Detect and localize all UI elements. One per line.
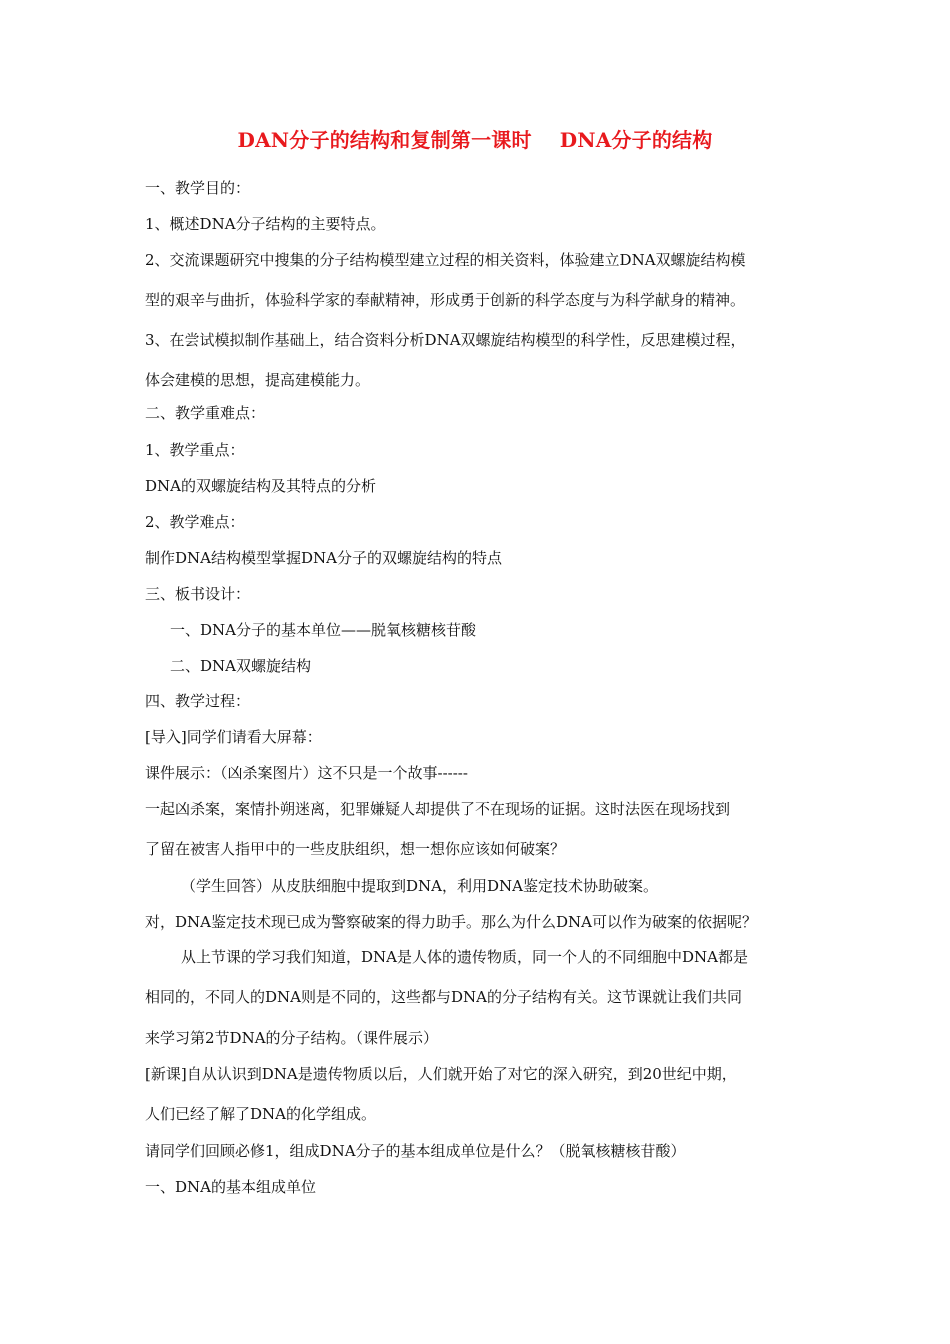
title-part-2: DNA分子的结构: [559, 128, 713, 152]
objective-2-line-2: 型的艰辛与曲折，体验科学家的奉献精神，形成勇于创新的科学态度与为科学献身的精神。: [145, 291, 746, 309]
section-heading-key-points: 二、教学重难点：: [145, 404, 266, 422]
intro-line: [导入]同学们请看大屏幕：: [145, 728, 322, 746]
story-line-1: 一起凶杀案，案情扑朔迷离，犯罪嫌疑人却提供了不在现场的证据。这时法医在现场找到: [145, 800, 731, 818]
teacher-question: 对，DNA鉴定技术现已成为警察破案的得力助手。那么为什么DNA可以作为破案的依据呢？: [145, 913, 757, 931]
difficult-point-text: 制作DNA结构模型掌握DNA分子的双螺旋结构的特点: [145, 549, 502, 567]
document-title: [0, 124, 950, 153]
question-line: 请同学们回顾必修1，组成DNA分子的基本组成单位是什么？（脱氧核糖核苷酸）: [145, 1142, 686, 1160]
new-lesson-line-1: [新课]自从认识到DNA是遗传物质以后，人们就开始了对它的深入研究，到20世纪中期，: [145, 1065, 737, 1083]
section-heading-process: 四、教学过程：: [145, 692, 251, 710]
objective-3-line-1: 3、在尝试模拟制作基础上，结合资料分析DNA双螺旋结构模型的科学性，反思建模过程，: [145, 331, 746, 349]
key-point-text: DNA的双螺旋结构及其特点的分析: [145, 477, 376, 495]
section-heading-board-design: 三、板书设计：: [145, 585, 251, 603]
new-lesson-line-2: 人们已经了解了DNA的化学组成。: [145, 1105, 376, 1123]
section-heading-objectives: 一、教学目的：: [145, 179, 251, 197]
review-line-1: 从上节课的学习我们知道，DNA是人体的遗传物质，同一个人的不同细胞中DNA都是: [181, 948, 748, 966]
objective-1: 1、概述DNA分子结构的主要特点。: [145, 215, 386, 233]
objective-2-line-1: 2、交流课题研究中搜集的分子结构模型建立过程的相关资料，体验建立DNA双螺旋结构模: [145, 251, 746, 269]
board-item-1: 一、DNA分子的基本单位——脱氧核糖核苷酸: [170, 621, 476, 639]
review-line-2: 相同的，不同人的DNA则是不同的，这些都与DNA的分子结构有关。这节课就让我们共同: [145, 988, 742, 1006]
courseware-line: 课件展示：（凶杀案图片）这不只是一个故事------: [145, 764, 468, 782]
board-item-2: 二、DNA双螺旋结构: [170, 657, 311, 675]
key-point-heading: 1、教学重点：: [145, 441, 245, 459]
difficult-point-heading: 2、教学难点：: [145, 513, 245, 531]
review-line-3: 来学习第2节DNA的分子结构。（课件展示）: [145, 1029, 439, 1047]
section-basic-unit: 一、DNA的基本组成单位: [145, 1178, 316, 1196]
story-line-2: 了留在被害人指甲中的一些皮肤组织，想一想你应该如何破案？: [145, 840, 566, 858]
student-answer: （学生回答）从皮肤细胞中提取到DNA，利用DNA鉴定技术协助破案。: [181, 877, 658, 895]
objective-3-line-2: 体会建模的思想，提高建模能力。: [145, 371, 371, 389]
title-part-1: DAN分子的结构和复制第一课时: [237, 128, 532, 152]
